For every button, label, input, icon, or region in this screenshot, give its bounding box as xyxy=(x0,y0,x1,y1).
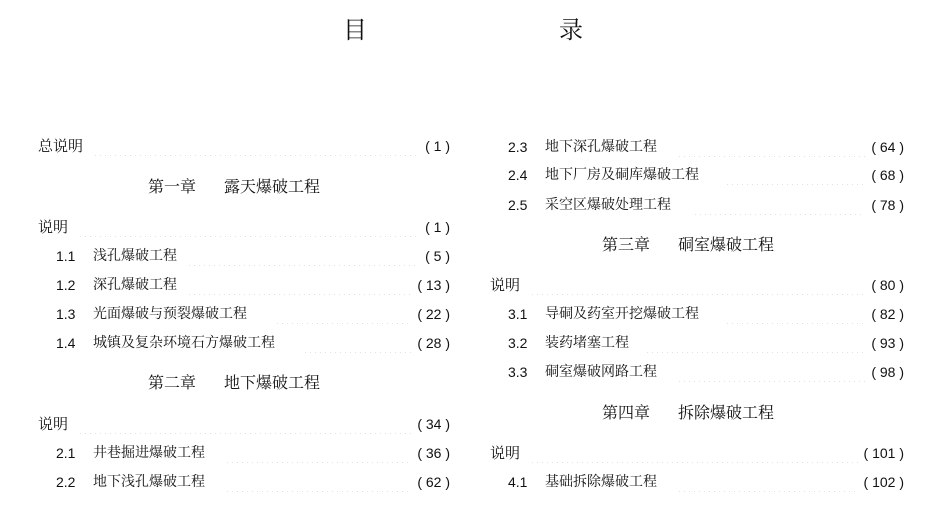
toc-entry-page: ( 64 ) xyxy=(871,139,904,155)
toc-entry-3-3[interactable] xyxy=(508,362,904,382)
toc-entry-number: 2.2 xyxy=(56,474,76,490)
toc-entry-page: ( 1 ) xyxy=(425,138,450,154)
toc-entry-2-4[interactable] xyxy=(508,165,904,185)
toc-entry-label: 地下浅孔爆破工程 xyxy=(93,474,205,490)
toc-entry-number: 2.4 xyxy=(508,167,528,183)
toc-entry-2-3[interactable] xyxy=(508,137,904,157)
toc-entry-label: 采空区爆破处理工程 xyxy=(545,197,671,213)
toc-entry-number: 3.3 xyxy=(508,364,528,380)
dot-leader xyxy=(725,165,865,185)
toc-entry-page: ( 34 ) xyxy=(417,416,450,432)
chapter-heading-1 xyxy=(148,176,320,198)
dot-leader xyxy=(677,472,858,492)
toc-entry-number: 1.1 xyxy=(56,248,76,264)
toc-entry-ch1-notes[interactable] xyxy=(38,217,450,237)
toc-entry-number: 4.1 xyxy=(508,474,528,490)
toc-entry-page: ( 13 ) xyxy=(417,277,450,293)
toc-entry-number: 1.2 xyxy=(56,277,76,293)
toc-entry-page: ( 78 ) xyxy=(871,197,904,213)
toc-entry-3-1[interactable] xyxy=(508,304,904,324)
chapter-heading-3 xyxy=(602,234,774,256)
toc-entry-page: ( 1 ) xyxy=(425,219,450,235)
toc-entry-number: 3.2 xyxy=(508,335,528,351)
toc-entry-page: ( 82 ) xyxy=(871,306,904,322)
chapter-name: 地下爆破工程 xyxy=(224,373,321,392)
toc-entry-1-4[interactable] xyxy=(56,333,450,353)
toc-entry-1-3[interactable] xyxy=(56,304,450,324)
toc-entry-page: ( 28 ) xyxy=(417,335,450,351)
dot-leader xyxy=(187,275,411,295)
toc-entry-page: ( 36 ) xyxy=(417,445,450,461)
page-title: 目 录 xyxy=(343,16,631,44)
toc-entry-label: 井巷掘进爆破工程 xyxy=(93,445,205,461)
dot-leader xyxy=(225,443,411,463)
chapter-number: 第一章 xyxy=(148,177,197,196)
toc-entry-number: 1.4 xyxy=(56,335,76,351)
toc-entry-page: ( 98 ) xyxy=(871,364,904,380)
toc-entry-label: 硐室爆破网路工程 xyxy=(545,364,657,380)
toc-entry-number: 2.5 xyxy=(508,197,528,213)
toc-entry-number: 2.3 xyxy=(508,139,528,155)
chapter-number: 第二章 xyxy=(148,373,197,392)
toc-entry-number: 3.1 xyxy=(508,306,528,322)
toc-entry-general-notes[interactable] xyxy=(38,136,450,156)
toc-entry-label: 说明 xyxy=(490,444,521,462)
toc-entry-2-5[interactable] xyxy=(508,195,904,215)
toc-entry-label: 说明 xyxy=(38,218,69,236)
toc-entry-page: ( 22 ) xyxy=(417,306,450,322)
toc-entry-label: 说明 xyxy=(490,276,521,294)
dot-leader xyxy=(677,362,865,382)
dot-leader xyxy=(693,195,865,215)
toc-entry-label: 浅孔爆破工程 xyxy=(93,248,177,264)
toc-entry-page: ( 101 ) xyxy=(863,445,904,461)
toc-entry-label: 装药堵塞工程 xyxy=(545,335,629,351)
toc-entry-label: 地下深孔爆破工程 xyxy=(545,139,657,155)
dot-leader xyxy=(78,217,419,237)
chapter-name: 露天爆破工程 xyxy=(224,177,321,196)
dot-leader xyxy=(530,275,865,295)
toc-entry-page: ( 5 ) xyxy=(425,248,450,264)
toc-entry-label: 基础拆除爆破工程 xyxy=(545,474,657,490)
dot-leader xyxy=(677,137,865,157)
toc-entry-ch2-notes[interactable] xyxy=(38,414,450,434)
toc-entry-1-1[interactable] xyxy=(56,246,450,266)
toc-entry-page: ( 102 ) xyxy=(863,474,904,490)
toc-entry-1-2[interactable] xyxy=(56,275,450,295)
dot-leader xyxy=(725,304,865,324)
toc-entry-ch4-notes[interactable] xyxy=(490,443,904,463)
chapter-name: 拆除爆破工程 xyxy=(678,403,775,422)
toc-entry-number: 2.1 xyxy=(56,445,76,461)
toc-entry-label: 深孔爆破工程 xyxy=(93,277,177,293)
dot-leader xyxy=(93,136,419,156)
chapter-number: 第四章 xyxy=(602,403,651,422)
toc-entry-label: 导硐及药室开挖爆破工程 xyxy=(545,306,699,322)
toc-entry-4-1[interactable] xyxy=(508,472,904,492)
toc-entry-label: 地下厂房及硐库爆破工程 xyxy=(545,167,699,183)
dot-leader xyxy=(78,414,411,434)
toc-entry-2-1[interactable] xyxy=(56,443,450,463)
dot-leader xyxy=(645,333,865,353)
toc-entry-ch3-notes[interactable] xyxy=(490,275,904,295)
toc-entry-number: 1.3 xyxy=(56,306,76,322)
dot-leader xyxy=(530,443,858,463)
dot-leader xyxy=(225,472,411,492)
toc-entry-page: ( 68 ) xyxy=(871,167,904,183)
chapter-name: 硐室爆破工程 xyxy=(678,235,775,254)
toc-entry-label: 光面爆破与预裂爆破工程 xyxy=(93,306,247,322)
chapter-heading-4 xyxy=(602,402,774,424)
dot-leader xyxy=(275,304,411,324)
dot-leader xyxy=(187,246,419,266)
toc-entry-3-2[interactable] xyxy=(508,333,904,353)
toc-entry-page: ( 80 ) xyxy=(871,277,904,293)
toc-entry-page: ( 62 ) xyxy=(417,474,450,490)
toc-entry-label: 说明 xyxy=(38,415,69,433)
toc-entry-label: 总说明 xyxy=(38,137,84,155)
toc-entry-page: ( 93 ) xyxy=(871,335,904,351)
toc-entry-2-2[interactable] xyxy=(56,472,450,492)
chapter-heading-2 xyxy=(148,372,320,394)
dot-leader xyxy=(303,333,411,353)
toc-entry-label: 城镇及复杂环境石方爆破工程 xyxy=(93,335,275,351)
chapter-number: 第三章 xyxy=(602,235,651,254)
